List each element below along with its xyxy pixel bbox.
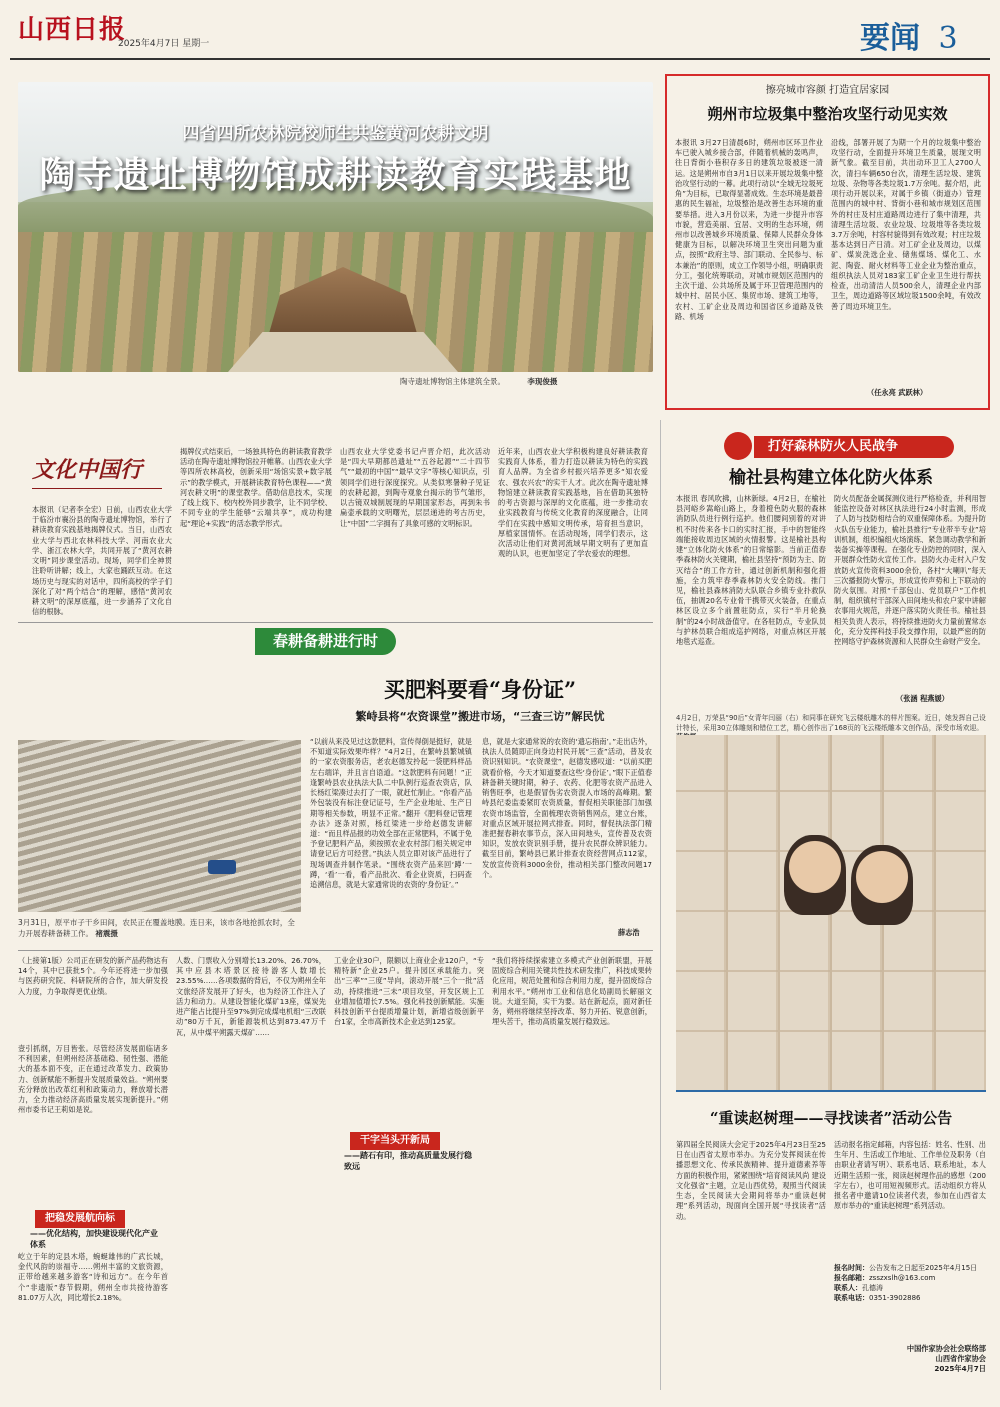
forest-banner: 打好森林防火人民战争 [754, 436, 954, 458]
notice-phone [834, 1294, 986, 1304]
notice-contact-block [834, 1264, 986, 1304]
farm-caption [18, 918, 301, 939]
bottom-divider [18, 950, 653, 951]
culture-col-2: 揭牌仪式结束后，一场独具特色的耕读教育教学活动在陶寺遗址博物馆拉开帷幕。山西农业大学等四所农林高校，创新采用“场馆实景+数字展示”的教学模式，开展耕读教育特色课程——“黄河农耕文明”的课堂教学。借助信息技术，实现了线上线下、校内校外同步教学，让不同学校、不同专业的学生能够“云端共享”，成功构建起“理论+实践”的活态教学形式。 [180, 447, 332, 528]
fire-extinguisher-icon [724, 432, 752, 460]
notice-box [676, 1090, 986, 1390]
hero-credit: 李现俊摄 [527, 377, 558, 386]
bottom-col-1: 壹引抓纲，万目皆张。尽管经济发展面临诸多不利因素，但朔州经济基础稳、韧性强、潜能大的基本面不变，正在通过改革发力、政策协力、创新赋能不断提升发展质量效益。“朔州要充分释放出改革红利和政策动力，释放增长潜力，全力推动经济高质量发展实现新提升。”朔州市委书记王莉如是说。 [18, 1044, 168, 1115]
section-title [860, 18, 958, 61]
deadline-value: 公告发布之日起至2025年4月15日 [869, 1264, 978, 1272]
spring-col-2: 息，就是大家通常说的农资的‘遗忘指南’。”走出店外，执法人员随即正向身边村民开展“三查”活动，普及农资识别知识。“农资课堂”，赵德发感叹道：“以前买肥就看价格，今天才知道要查这些‘身份证’。”眼下正值春耕备耕关键时期，种子、农药、化肥等农资产品进入销售旺季，也是假冒伪劣农资混入市场的高峰期。繁峙县纪委监委紧盯农资质量，督促相关职能部门加强农资市场监管，全面梳理农资销售网点，建立台账，对重点区域开展拉网式排查。同时，督促执法部门精准把握春耕农事节点，深入田间地头，宣传普及农资知识，发放农资识别手册，提升农民群众辨识能力。截至目前，繁峙县已累计排查农资经营网点112家，发放宣传资料3000余份，推动相关部门整改问题17个。 [482, 737, 652, 879]
spring-col-1: “以前从来没见过这款肥料，宣传得倒是挺好，就是不知道实际效果咋样？”4月2日，在繁峙县繁城镇的一家农资服务店，老农赵德发拎起一袋肥料样品左右端详，并且言自语道。“这款肥料有问题！”正逢繁峙县农业执法大队二中队例行巡查农资店，队长杨红梁凑过去打了一眼，就赶忙制止。“你看产品外包装没有标注登记证号，生产企业地址、生产日期等相关参数，明显不正常。”翻开《肥料登记管理办法》逐条对照，杨红梁进一步给赵德发讲解道：“而且样品报的功效全部在正常肥料，不属于免予登记肥料产品，须按照农业农村部门相关规定申请登记后方可经营。”执法人员立即对该产品进行了现场调查并制作笔录。“围绕农资产品来回‘蹲’一蹲，‘看’一看，看产品批次、看企业资质，扫码查追溯信息，就是大家通常说的农资的‘身份证’。” [310, 737, 472, 890]
notice-deadline [834, 1264, 986, 1274]
page-number: 3 [938, 21, 958, 56]
contact-value: 孔德涛 [862, 1283, 883, 1292]
culture-col-1: 本报讯（记者李全宏）日前，山西农业大学于临汾市襄汾县的陶寺遗址博物馆，举行了耕读教育实践基地揭牌仪式。当日，山西农业大学与西北农林科技大学、河南农业大学、浙江农林大学，共同开展了“黄河农耕文明”同步课堂活动。现场，同学们全神贯注聆听讲解；线上，大家也踊跃互动。在这场历史与现实的对话中，四所高校的学子们深化了对“两个结合”的理解，感悟“黄河农耕文明”的深厚底蕴，进一步涵养了文化自信的根脉。 [32, 505, 172, 617]
notice-col-2: 活动报名指定邮箱，内容包括：姓名、性别、出生年月、生活或工作地址、工作单位及职务（自由职业者请写明）、联系电话、联系地址，本人近期生活照一张，阅读赵树理作品的感想（200字左右），也可用短视频形式。活动组织方将从报名者中邀请10位读者代表，参加在山西省太原市举办的“重读赵树理”系列活动。 [834, 1140, 986, 1211]
email-value: zsszxslh@163.com [869, 1273, 936, 1282]
culture-logo-underline [32, 488, 162, 489]
papercraft-photo [676, 735, 986, 1090]
sanitation-kicker: 擦亮城市容颜 打造宜居家园 [765, 85, 890, 96]
tractor-shape [208, 860, 236, 874]
notice-orgs [834, 1344, 986, 1375]
deadline-label: 报名时间： [834, 1264, 869, 1272]
section-divider [18, 622, 653, 623]
bottom-col-1b: 屹立于年的定县木塔，蜿蜒雄伟的广武长城，金代风韵的崇福寺……朔州丰富的文旅资源，正带给越来越多游客“诗和远方”。在今年首个“非遗版”春节假期，朔州全市共接待游客81.07万人次，同比增长2.18%。 [18, 1252, 168, 1302]
bottom-sub-head-2: ——踏石有印，推动高质量发展行稳致远 [344, 1151, 472, 1172]
sanitation-author: （任永亮 武跃林） [867, 388, 928, 397]
notice-org-2: 山西省作家协会 [935, 1354, 986, 1364]
bottom-sub-banner-2: 干字当头开新局 [350, 1132, 440, 1150]
forest-headline: 榆社县构建立体化防火体系 [729, 468, 933, 488]
papercraft-caption [676, 714, 986, 736]
culture-col-4: 近年来，山西农业大学积极构建良好耕读教育实践育人体系，着力打造以耕读为特色的实践育人品牌。为全省乡村振兴培养更多“知农爱农、强农兴农”的实干人才。此次在陶寺遗址博物馆建立耕读教育实践基地，旨在借助其独特的考古资源与深厚的文化底蕴，进一步推动农业实践教育与传统文化教育的深度融合，让同学们在实践中感知文明传承，培育担当意识，厚植家国情怀。在活动现场，同学们表示，这次活动让他们对黄河流域早期文明有了更加直观的认识，也更加坚定了学农爱农的理想。 [498, 447, 648, 559]
forest-col-1: 本报讯 春风吹拂，山林新绿。4月2日，在榆社县河峪乡嵩峪山路上，身着橙色防火服的森林消防队员进行例行巡护。他们腰间别着的对讲机不时传来各卡口的实时汇报，手中的智能终端能接收周边区域的火情报警。这是榆社县构建“立体化防火体系”的日常缩影。当前正值春季森林防火关键期，榆社县坚持“预防为主、防灭结合”的工作方针，通过创新机制和强化措施，全力筑牢春季森林防火安全防线。推门见，榆社县森林消防大队联合乡镇专业扑救队伍，抽调20名专业骨干携带灭火装备，在重点林区设立多个前置驻防点，实行“半月轮换制”的24小时战备值守。在各驻防点，专业队员与护林员联合组成巡护网络，对重点林区开展地毯式巡查。 [676, 494, 826, 647]
farm-photo [18, 700, 301, 912]
hero-caption [400, 377, 655, 388]
email-label: 报名邮箱： [834, 1273, 869, 1282]
forest-col-2: 防火员配备金属探测仪进行严格检查，并利用智能监控设备对林区执法进行24小时监测，形成了人防与技防相结合的双重保障体系。为提升防火队伍专业能力，榆社县推行“专业带半专业”培训机制，组织编组火场演练、紧急调动教学和新装备实操等课程。在强化专业防控的同时，深入开展群众性防火宣传工作。县防火办走村入户发放防火宣传资料3000余份，各村“大喇叭”每天三次播报防火警示，形成宣传声势和上下联动的防火氛围。对照“千部包山、党员联户”工作机制，组织镇村干部深入田间地头和农户家中讲解农事用火规范，并逐户落实防火责任书。榆社县相关负责人表示，将持续推进防火力量前置常态化，充分发挥科技手段支撑作用，以最严密的防控网络守护森林资源和人民群众生命财产安全。 [834, 494, 986, 647]
phone-label: 联系电话： [834, 1293, 869, 1302]
phone-value: 0351-3902886 [869, 1293, 921, 1302]
person-left [784, 835, 846, 915]
spring-headline: 买肥料要看“身份证” [383, 677, 577, 702]
farm-caption-text: 3月31日，原平市子干乡田间，农民正在覆盖地膜。连日来，该市各地抢抓农时，全力开展春耕备耕工作。 [18, 918, 295, 938]
notice-email [834, 1274, 986, 1284]
spring-subhead: 繁峙县将“农资课堂”搬进市场，“三查三访”解民忧 [355, 710, 605, 723]
notice-contact [834, 1284, 986, 1294]
bottom-col-3: 工业企业30户，限额以上商业企业120户，“专精特新”企业25户。提升园区承载能力。突出“三率”“三度”导向，滚动开展“三个一批”活动，持续推进“三未”项目攻坚，开发区规上工业增加值增长7.5%。强化科技创新赋能。实施科技创新平台提质增量计划，新增省级创新平台1家，全市高新技术企业达到125家。 [334, 956, 484, 1027]
person-right [851, 845, 913, 925]
column-rule [660, 420, 661, 1390]
issue-date: 2025年4月7日 星期一 [118, 39, 210, 49]
contact-label: 联系人： [834, 1283, 862, 1292]
sanitation-col-2: 沿线，部署开展了为期一个月的垃圾集中整治攻坚行动，全面提升环境卫生质量，展现文明新气象。截至目前，共出动环卫工人2700人次，清扫车辆650台次，清理生活垃圾、建筑垃圾、杂物等各类垃圾1.7万余吨。据介绍，此项行动开展以来，对属于乡镇（街道办）管理范围内的城中村、背街小巷和城市规划区范围外的村庄及村庄道路周边进行了集中清理，共清理生活垃圾、农业垃圾、垃圾堆等各类垃圾3.7万余吨，村容村貌得到有效改观；村庄垃圾基本达到日产日清。对工矿企业及周边，以煤矿、煤炭洗选企业、储焦煤场、煤化工、水泥、陶瓷、耐火材料等工业企业为整治重点，组织执法人员对183家工矿企业卫生进行帮扶检查，出动清洁人员500余人，清理企业内部卫生，周边道路等区域垃圾1500余吨，有效改善了周边环境卫生。 [831, 138, 981, 311]
bottom-col-4: “我们将持续探索建立多模式产业创新联盟，开展固废综合利用关键共性技术研发推广，科技成果转化应用，规范处置和综合利用力度，提升固废综合利用水平。”朔州市工业和信息化局副局长解丽文说。大道至简，实干为要。站在新起点，面对新任务，朔州将继续坚持改革、努力开拓、锐意创新，埋头苦干，推动高质量发展行稳致远。 [492, 956, 652, 1027]
bottom-cont: （上接第1版）公司正在研发的新产品药物达有14个，其中已获批5个。今年还将进一步加强与医药研究院、科研院所的合作，加大研发投入力度，力争取得更优业绩。 [18, 956, 168, 996]
sanitation-article-box [665, 74, 990, 410]
farm-credit: 褚震摄 [95, 928, 118, 938]
culture-col-3: 山西农业大学党委书记卢晋介绍，此次活动是“四大早期都邑遗址”“五谷起源”“二十四节气”“最初的中国”“最早文字”等核心知识点，引领同学们进行深度探究。从类似寒暑种子见证的农耕起源，到陶寺观象台揭示的节气雏形，以古镜双城制展现的早期国家形态，再到朱书扁壶承载的文明曙光，层层递进的考古历史，让“中国”二字拥有了具象可感的文明标识。 [340, 447, 490, 528]
notice-headline: “重读赵树理——寻找读者”活动公告 [709, 1109, 953, 1127]
hero-caption-text: 陶寺遗址博物馆主体建筑全景。 [400, 377, 505, 386]
museum-plaza [228, 332, 458, 372]
hero-title: 陶寺遗址博物馆成耕读教育实践基地 [39, 154, 632, 196]
sanitation-col-1: 本报讯 3月27日清晨6时，朔州市区环卫作业车已驶入城乡接合部，伴随着机械的轰鸣声，往日背街小巷积存多日的建筑垃圾被逐一清运。这是朔州市自3月1日以来开展垃圾集中整治攻坚行动的一幕。此项行动以“全城无垃圾死角”为目标，已取得显著成效。生态环境是最普惠的民生福祉，垃圾整治是改善生态环境的重要举措。进入3月份以来，为进一步提升市容市貌，营造美丽、宜居、文明的生态环境，朔州市以改善城乡环境质量、保障人民群众身体健康为目标，以解决环境卫生突出问题为重点，按照“政府主导、部门联动、全民参与、标本兼治”的原则，成立工作领导小组，明确职责分工，强化统筹联动，对城市规划区范围内的主次干道、公共场所及属于环卫管理范围内的城中村、居民小区、集贸市场、建筑工地等，农村、工矿企业及周边和国省区乡道路及铁路、机场 [675, 138, 823, 321]
masthead-rule [10, 58, 990, 60]
bottom-sub-head: ——优化结构，加快建设现代化产业体系 [30, 1229, 158, 1250]
newspaper-logo: 山西日报 [18, 15, 127, 45]
bottom-sub-banner: 把稳发展航向标 [35, 1210, 125, 1228]
papercraft-caption-text: 4月2日，万荣县“90后”女青年闫丽（右）和同事在研究飞云楼纸雕木的样片图案。近日，她发挥自己设计特长，采用30立体雕刻和错位工艺，精心创作出了168页的飞云楼纸雕本文创作品，深受市场欢迎。 [676, 714, 986, 732]
bottom-col-2: 人数、门票收入分别增长13.20%、26.70%，其中应县木塔景区接待游客人数增长23.55%……各项数据的背后，不仅为朔州全年文旅经济发展开了好头，也为经济工作注入了活力和动力。从建设智能化煤矿13座，煤炭先进产能占比提升至97%到完成煤电机组“三改联动”80万千瓦，新能源装机达到873.47万千瓦，从中煤平朔露天煤矿…… [176, 956, 326, 1037]
hero-photo [18, 82, 653, 372]
spring-banner: 春耕备耕进行时 [255, 628, 396, 655]
notice-col-1: 第四届全民阅读大会定于2025年4月23日至25日在山西省太原市举办。为充分发挥阅读在传播思想文化、传承民族精神、提升道德素养等方面的积极作用，紧紧围绕“培育阅读风尚 建设文化强省”主题，立足山西优势，观照当代阅读生态，全民阅读大会期间将举办“重读赵树理”系列活动，现面向全国开展“寻找读者”活动。 [676, 1140, 826, 1221]
sanitation-headline: 朔州市垃圾集中整治攻坚行动见实效 [707, 105, 948, 124]
section-name: 要闻 [860, 21, 920, 56]
notice-org-1: 中国作家协会社会联络部 [906, 1344, 986, 1353]
culture-column-logo: 文化中国行 [32, 457, 143, 483]
hero-subtitle: 四省四所农林院校师生共鉴黄河农耕文明 [182, 124, 489, 144]
spring-credit-2: 薛志浩 [618, 928, 640, 937]
forest-author: （张涵 程燕媛） [896, 694, 949, 703]
farm-rows [18, 740, 301, 912]
notice-date: 2025年4月7日 [934, 1364, 986, 1374]
